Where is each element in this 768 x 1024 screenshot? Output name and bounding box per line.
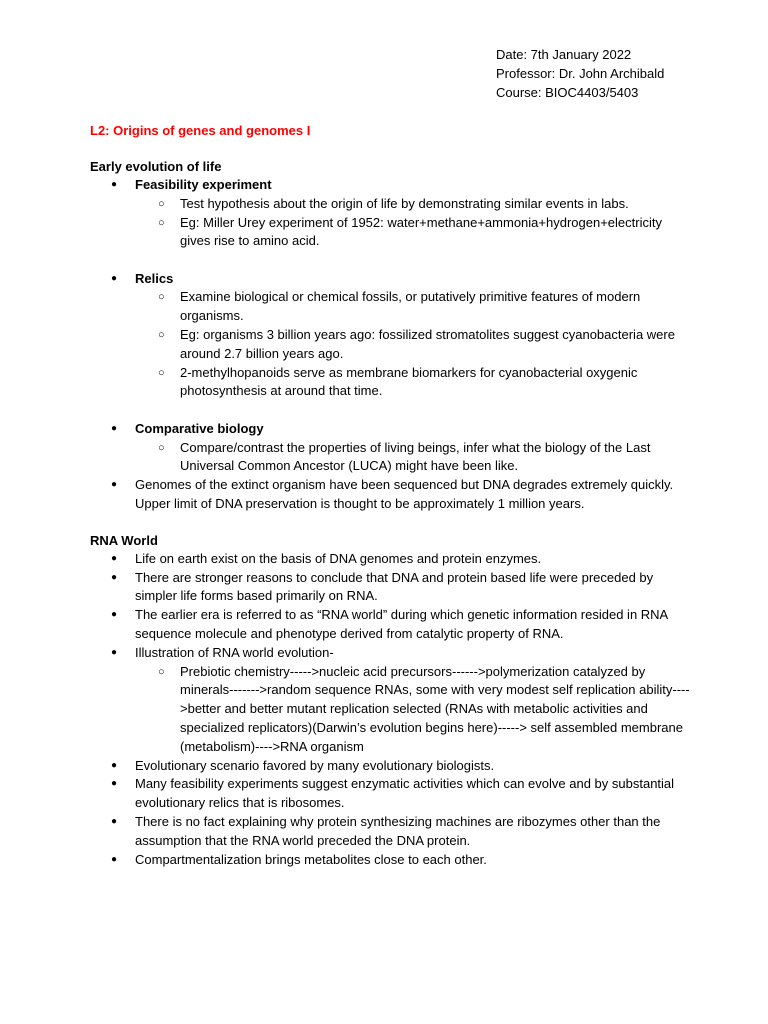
bullet-icon: ● — [111, 853, 118, 865]
list-item — [90, 214, 690, 252]
list-item-text: Compare/contrast the properties of living beings, infer what the biology of the Last Universal Common Ancestor (LUCA) might have been like. — [180, 439, 651, 474]
spacer — [90, 514, 690, 531]
feasibility-label: Feasibility experiment — [135, 177, 272, 192]
list-item-text: Examine biological or chemical fossils, or putatively primitive features of modern organisms. — [180, 289, 641, 324]
course-line: Course: BIOC4403/5403 — [496, 85, 639, 100]
list-item-text: The earlier era is referred to as “RNA world” during which genetic information resided in RNA sequence molecule and phenotype derived from catalytic property of RNA. — [135, 607, 668, 641]
bullet-icon: ● — [111, 179, 118, 190]
list-item — [90, 550, 690, 569]
list-item-illustration — [90, 644, 690, 757]
date-line: Date: 7th January 2022 — [496, 47, 632, 62]
hollow-bullet-icon: ○ — [158, 216, 165, 229]
hollow-bullet-icon: ○ — [158, 366, 165, 379]
professor-line: Professor: Dr. John Archibald — [496, 66, 665, 81]
relics-list — [90, 270, 690, 402]
bullet-icon: ● — [111, 422, 118, 434]
list-item-text: Eg: organisms 3 billion years ago: fossilized stromatolites suggest cyanobacteria were around 2.7 billion years ago. — [180, 327, 675, 361]
list-item — [90, 757, 690, 776]
list-item — [90, 288, 690, 326]
bullet-icon: ● — [111, 552, 118, 564]
hollow-bullet-icon: ○ — [158, 291, 165, 304]
document-body — [90, 157, 690, 869]
bullet-icon: ● — [111, 815, 118, 827]
list-item — [90, 663, 690, 757]
list-item — [90, 775, 690, 813]
feasibility-sublist — [90, 195, 690, 251]
list-item — [90, 569, 690, 607]
list-item — [90, 439, 690, 477]
list-item-text: 2-methylhopanoids serve as membrane biomarkers for cyanobacterial oxygenic photosynthesis at around that time. — [180, 364, 638, 399]
bullet-icon: ● — [111, 479, 118, 491]
early-evolution-list — [90, 176, 690, 251]
list-item-text: Evolutionary scenario favored by many evolutionary biologists. — [135, 757, 495, 773]
list-item-text: Prebiotic chemistry----->nucleic acid precursors------>polymerization catalyzed by minerals------->random sequence RNAs, some with very modest self replication ability---->better and better mutant replication selected (RNAs with metabolic activities and specialized replicators)(Darwin’s evolution begins here)-----> self assembled membrane (metabolism)---->RNA organism — [180, 663, 690, 754]
bullet-icon: ● — [111, 272, 118, 284]
list-item-text: Eg: Miller Urey experiment of 1952: water+methane+ammonia+hydrogen+electricity gives rise to amino acid. — [180, 214, 662, 249]
relics-label: Relics — [135, 270, 174, 286]
section-heading-early-evolution: Early evolution of life — [90, 159, 222, 174]
bullet-icon: ● — [111, 778, 118, 790]
hollow-bullet-icon: ○ — [158, 665, 165, 678]
list-item-relics — [90, 270, 690, 402]
list-item — [90, 195, 690, 214]
hollow-bullet-icon: ○ — [158, 441, 165, 454]
lecture-title: L2: Origins of genes and genomes I — [90, 123, 311, 138]
list-item-text: Compartmentalization brings metabolites close to each other. — [135, 851, 487, 867]
list-item-text: Illustration of RNA world evolution- — [135, 644, 334, 660]
rna-world-list — [90, 550, 690, 870]
relics-sublist — [90, 288, 690, 401]
comparative-label: Comparative biology — [135, 420, 264, 436]
list-item — [90, 326, 690, 364]
bullet-icon: ● — [111, 571, 118, 583]
list-item-text: There are stronger reasons to conclude that DNA and protein based life were preceded by simpler life forms based primarily on RNA. — [135, 569, 654, 604]
spacer — [90, 401, 690, 420]
list-item-comparative — [90, 420, 690, 476]
section-heading-rna-world: RNA World — [90, 532, 158, 548]
list-item-feasibility — [90, 176, 690, 251]
list-item — [90, 606, 690, 644]
list-item — [90, 851, 690, 870]
spacer — [90, 251, 690, 270]
bullet-icon: ● — [111, 759, 118, 771]
document-header — [496, 45, 664, 102]
list-item-text: Test hypothesis about the origin of life by demonstrating similar events in labs. — [180, 195, 629, 211]
list-item-text: Many feasibility experiments suggest enzymatic activities which can evolve and by substantial evolutionary relics that is ribosomes. — [135, 776, 675, 811]
list-item — [90, 364, 690, 402]
list-item-text: Life on earth exist on the basis of DNA genomes and protein enzymes. — [135, 550, 542, 566]
hollow-bullet-icon: ○ — [158, 329, 165, 342]
bullet-icon: ● — [111, 646, 118, 658]
bullet-icon: ● — [111, 609, 118, 621]
hollow-bullet-icon: ○ — [158, 197, 165, 210]
list-item-genomes-note — [90, 476, 690, 514]
comparative-list — [90, 420, 690, 514]
comparative-sublist — [90, 439, 690, 477]
list-item-text: Genomes of the extinct organism have been sequenced but DNA degrades extremely quickly. Upper limit of DNA preservation is thought to be approximately 1 million years. — [135, 477, 674, 511]
list-item-text: There is no fact explaining why protein synthesizing machines are ribozymes other than the assumption that the RNA world preceded the DNA protein. — [135, 813, 661, 848]
list-item — [90, 813, 690, 851]
illustration-sublist — [90, 663, 690, 757]
